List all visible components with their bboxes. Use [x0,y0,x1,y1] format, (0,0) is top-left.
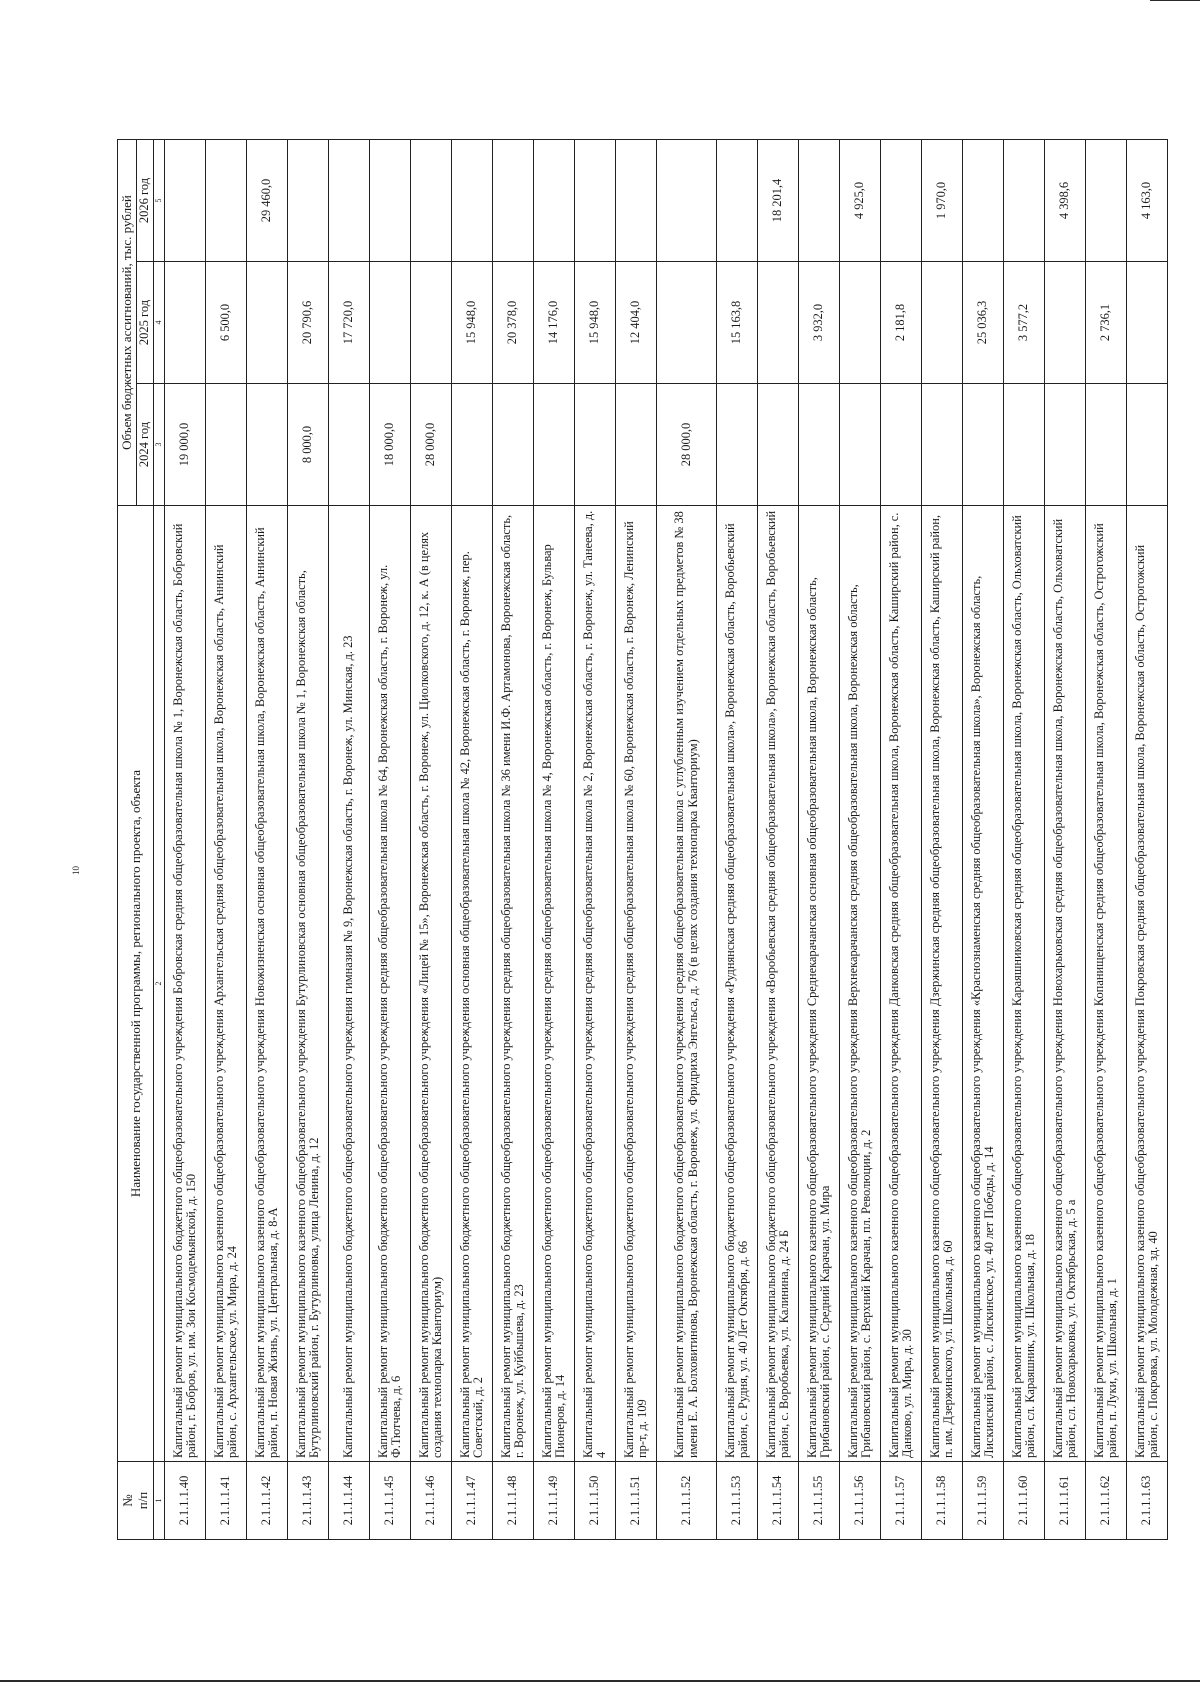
budget-table-rotated [117,140,1161,1540]
table-row [534,140,575,1540]
row-object-name: Капитальный ремонт муниципального бюджетного общеобразовательного учреждения гимназия № 9, Воронежская область, г. Воронеж, ул. Минская, д. 23 [329,506,370,1462]
column-index: 5 [154,140,165,262]
table-row [657,140,717,1540]
row-amount-2026 [1004,140,1045,262]
header-year-2025: 2025 год [137,262,154,384]
row-object-name: Капитальный ремонт муниципального бюджетного общеобразовательного учреждения средняя общеобразовательная школа № 2, Воронежская область, г. Воронеж, ул. Танеева, д. 4 [575,506,616,1462]
row-number: 2.1.1.1.41 [206,1462,247,1540]
row-number: 2.1.1.1.57 [881,1462,922,1540]
row-amount-2025 [411,262,452,384]
row-number: 2.1.1.1.52 [657,1462,717,1540]
row-object-name: Капитальный ремонт муниципального бюджетного общеобразовательного учреждения основная общеобразовательная школа № 42, Воронежская область, г. Воронеж, пер. Советский, д. 2 [452,506,493,1462]
table-row [329,140,370,1540]
column-index: 3 [154,384,165,506]
table-row [616,140,657,1540]
row-amount-2026 [575,140,616,262]
column-index: 1 [154,1462,165,1540]
row-object-name: Капитальный ремонт муниципального бюджетного общеобразовательного учреждения средняя общеобразовательная школа № 60, Воронежская область, г. Воронеж, Ленинский пр-т, д. 109 [616,506,657,1462]
row-amount-2025: 12 404,0 [616,262,657,384]
table-row [963,140,1004,1540]
row-number: 2.1.1.1.54 [758,1462,799,1540]
row-number: 2.1.1.1.43 [288,1462,329,1540]
row-amount-2024 [534,384,575,506]
row-number: 2.1.1.1.55 [799,1462,840,1540]
row-amount-2025: 2 181,8 [881,262,922,384]
row-object-name: Капитальный ремонт муниципального бюджетного общеобразовательного учреждения «Воробьевская средняя общеобразовательная школа», Воронежская область, Воробьевский район, с. Воробьевка, ул. Калинина, д. 24 Б [758,506,799,1462]
header-year-2026: 2026 год [137,140,154,262]
row-object-name: Капитальный ремонт муниципального казенного общеобразовательного учреждения Данковская средняя общеобразовательная школа, Воронежская область, Каширский район, с. Данково, ул. Мира, д. 30 [881,506,922,1462]
row-amount-2026: 4 925,0 [840,140,881,262]
row-amount-2026 [657,140,717,262]
header-number: № п/п [118,1462,154,1540]
row-amount-2025 [1127,262,1168,384]
row-object-name: Капитальный ремонт муниципального казенного общеобразовательного учреждения Копанищенская средняя общеобразовательная школа, Воронежская область, Острогожский район, п. Луки, ул. Школьная, д. 1 [1086,506,1127,1462]
row-amount-2025: 15 163,8 [717,262,758,384]
row-object-name: Капитальный ремонт муниципального бюджетного общеобразовательного учреждения Бобровская средняя общеобразовательная школа № 1, Воронежская область, Бобровский район, г. Бобров, ул. им. Зои Космодемьянской, д. 150 [165,506,206,1462]
row-amount-2025 [165,262,206,384]
row-object-name: Капитальный ремонт муниципального бюджетного общеобразовательного учреждения средняя общеобразовательная школа № 64, Воронежская область, г. Воронеж, ул. Ф.Тютчева, д. 6 [370,506,411,1462]
row-amount-2024 [799,384,840,506]
page-number: 10 [71,866,81,875]
row-amount-2024 [247,384,288,506]
scan-edge-mark [0,1680,1200,1682]
column-index: 4 [154,262,165,384]
row-amount-2026: 1 970,0 [922,140,963,262]
row-object-name: Капитальный ремонт муниципального казенного общеобразовательного учреждения Бутурлиновская основная общеобразовательная школа № 1, Воронежская область, Бутурлиновский район, г. Бутурлиновка, улица Ленина, д. 12 [288,506,329,1462]
row-amount-2025: 2 736,1 [1086,262,1127,384]
row-amount-2025: 25 036,3 [963,262,1004,384]
table-row [370,140,411,1540]
row-number: 2.1.1.1.47 [452,1462,493,1540]
table-row [1004,140,1045,1540]
column-index: 2 [154,506,165,1462]
row-amount-2026: 18 201,4 [758,140,799,262]
row-amount-2026: 4 398,6 [1045,140,1086,262]
table-row [206,140,247,1540]
row-amount-2024: 8 000,0 [288,384,329,506]
row-amount-2024 [1004,384,1045,506]
row-number: 2.1.1.1.62 [1086,1462,1127,1540]
row-amount-2026 [493,140,534,262]
row-number: 2.1.1.1.42 [247,1462,288,1540]
row-number: 2.1.1.1.40 [165,1462,206,1540]
row-amount-2026: 4 163,0 [1127,140,1168,262]
row-number: 2.1.1.1.45 [370,1462,411,1540]
row-amount-2025 [758,262,799,384]
row-amount-2024 [963,384,1004,506]
row-number: 2.1.1.1.61 [1045,1462,1086,1540]
row-amount-2024: 19 000,0 [165,384,206,506]
row-amount-2025 [1045,262,1086,384]
row-amount-2026 [288,140,329,262]
row-amount-2026: 29 460,0 [247,140,288,262]
row-amount-2024 [575,384,616,506]
header-object-name: Наименование государственной программы, регионального проекта, объекта [118,506,154,1462]
table-row [288,140,329,1540]
row-amount-2024 [881,384,922,506]
row-number: 2.1.1.1.49 [534,1462,575,1540]
row-amount-2025 [922,262,963,384]
row-object-name: Капитальный ремонт муниципального казенного общеобразовательного учреждения Дзержинская средняя общеобразовательная школа, Воронежская область, Каширский район, п. им. Дзержинского, ул. Школьная, д. 60 [922,506,963,1462]
row-amount-2024 [493,384,534,506]
row-amount-2026 [799,140,840,262]
row-object-name: Капитальный ремонт муниципального казенного общеобразовательного учреждения Среднекарачанская основная общеобразовательная школа, Воронежская область, Грибановский район, с. Средний Карачан, ул. Мира [799,506,840,1462]
table-row [840,140,881,1540]
row-object-name: Капитальный ремонт муниципального бюджетного общеобразовательного учреждения «Руднянская средняя общеобразовательная школа», Воронежская область, Воробьевский район, с. Рудня, ул. 40 Лет Октября, д. 66 [717,506,758,1462]
row-amount-2026 [411,140,452,262]
row-amount-2025 [840,262,881,384]
header-budget-volume: Объем бюджетных ассигнований, тыс. рублей [118,140,137,506]
table-row [799,140,840,1540]
row-amount-2024 [717,384,758,506]
row-amount-2024 [1127,384,1168,506]
row-amount-2024 [758,384,799,506]
row-number: 2.1.1.1.51 [616,1462,657,1540]
row-object-name: Капитальный ремонт муниципального бюджетного общеобразовательного учреждения средняя общеобразовательная школа с углубленным изучением отдельных предметов № 38 имени Е. А. Болховитинова, Воронежская область, г. Воронеж, ул. Фридриха Энгельса, д. 76 (в целях создания технопарка Кванториум) [657,506,717,1462]
row-number: 2.1.1.1.50 [575,1462,616,1540]
row-amount-2024 [1045,384,1086,506]
row-number: 2.1.1.1.46 [411,1462,452,1540]
row-amount-2026 [616,140,657,262]
row-amount-2025: 15 948,0 [452,262,493,384]
row-object-name: Капитальный ремонт муниципального бюджетного общеобразовательного учреждения средняя общеобразовательная школа № 36 имени И.Ф. Артамонова, Воронежская область, г. Воронеж, ул. Куйбышева, д. 23 [493,506,534,1462]
row-object-name: Капитальный ремонт муниципального казенного общеобразовательного учреждения Караяшниковская средняя общеобразовательная школа, Воронежская область, Ольховатский район, сл. Караяшник, ул. Школьная, д. 18 [1004,506,1045,1462]
row-amount-2026 [881,140,922,262]
row-object-name: Капитальный ремонт муниципального казенного общеобразовательного учреждения Покровская средняя общеобразовательная школа, Воронежская область, Острогожский район, с. Покровка, ул. Молодежная, зд. 40 [1127,506,1168,1462]
row-amount-2025: 17 720,0 [329,262,370,384]
row-object-name: Капитальный ремонт муниципального казенного общеобразовательного учреждения «Краснознаменская средняя общеобразовательная школа», Воронежская область, Лискинский район, с. Лискинское, ул. 40 лет Победы, д. 14 [963,506,1004,1462]
row-amount-2024 [922,384,963,506]
row-number: 2.1.1.1.48 [493,1462,534,1540]
row-amount-2025 [370,262,411,384]
row-amount-2026 [717,140,758,262]
row-amount-2025 [247,262,288,384]
budget-table [117,139,1168,1540]
row-amount-2026 [1086,140,1127,262]
header-year-2024: 2024 год [137,384,154,506]
row-number: 2.1.1.1.58 [922,1462,963,1540]
table-row [922,140,963,1540]
row-number: 2.1.1.1.53 [717,1462,758,1540]
row-number: 2.1.1.1.56 [840,1462,881,1540]
row-amount-2025: 3 932,0 [799,262,840,384]
table-row [717,140,758,1540]
row-number: 2.1.1.1.63 [1127,1462,1168,1540]
table-row [758,140,799,1540]
row-amount-2024 [452,384,493,506]
row-amount-2024: 18 000,0 [370,384,411,506]
table-row [1045,140,1086,1540]
row-object-name: Капитальный ремонт муниципального казенного общеобразовательного учреждения Новохарьковская средняя общеобразовательная школа, Воронежская область, Ольховатский район, сл. Новохарьковка, ул. Октябрьская, д. 5 а [1045,506,1086,1462]
row-object-name: Капитальный ремонт муниципального бюджетного общеобразовательного учреждения средняя общеобразовательная школа № 4, Воронежская область, г. Воронеж, Бульвар Пионеров, д. 14 [534,506,575,1462]
row-amount-2025: 20 790,6 [288,262,329,384]
row-number: 2.1.1.1.44 [329,1462,370,1540]
row-amount-2025: 6 500,0 [206,262,247,384]
table-row [411,140,452,1540]
row-amount-2024: 28 000,0 [411,384,452,506]
row-amount-2025: 3 577,2 [1004,262,1045,384]
row-amount-2026 [370,140,411,262]
table-row [452,140,493,1540]
table-row [1086,140,1127,1540]
row-object-name: Капитальный ремонт муниципального казенного общеобразовательного учреждения Новожизненская основная общеобразовательная школа, Воронежская область, Аннинский район, п. Новая Жизнь, ул. Центральная, д. 8-А [247,506,288,1462]
row-amount-2024: 28 000,0 [657,384,717,506]
row-amount-2024 [206,384,247,506]
row-object-name: Капитальный ремонт муниципального казенного общеобразовательного учреждения Верхнекарачанская средняя общеобразовательная школа, Воронежская область, Грибановский район, с. Верхний Карачан, пл. Революции, д. 2 [840,506,881,1462]
row-amount-2024 [329,384,370,506]
row-amount-2026 [534,140,575,262]
table-row [165,140,206,1540]
row-object-name: Капитальный ремонт муниципального бюджетного общеобразовательного учреждения «Лицей № 15», Воронежская область, г. Воронеж, ул. Циолковского, д. 12, к. А (в целях создания технопарка Кванториум) [411,506,452,1462]
table-row [1127,140,1168,1540]
row-number: 2.1.1.1.59 [963,1462,1004,1540]
table-row [881,140,922,1540]
row-object-name: Капитальный ремонт муниципального казенного общеобразовательного учреждения Архангельская средняя общеобразовательная школа, Воронежская область, Аннинский район, с. Архангельское, ул. Мира, д. 24 [206,506,247,1462]
row-amount-2025: 14 176,0 [534,262,575,384]
row-amount-2026 [165,140,206,262]
row-amount-2026 [206,140,247,262]
row-amount-2025: 15 948,0 [575,262,616,384]
table-row [575,140,616,1540]
row-amount-2026 [452,140,493,262]
scan-edge-mark [1150,0,1200,1]
row-number: 2.1.1.1.60 [1004,1462,1045,1540]
row-amount-2025 [657,262,717,384]
row-amount-2025: 20 378,0 [493,262,534,384]
table-row [247,140,288,1540]
row-amount-2026 [963,140,1004,262]
row-amount-2026 [329,140,370,262]
table-body [165,140,1168,1540]
row-amount-2024 [840,384,881,506]
row-amount-2024 [1086,384,1127,506]
row-amount-2024 [616,384,657,506]
table-row [493,140,534,1540]
